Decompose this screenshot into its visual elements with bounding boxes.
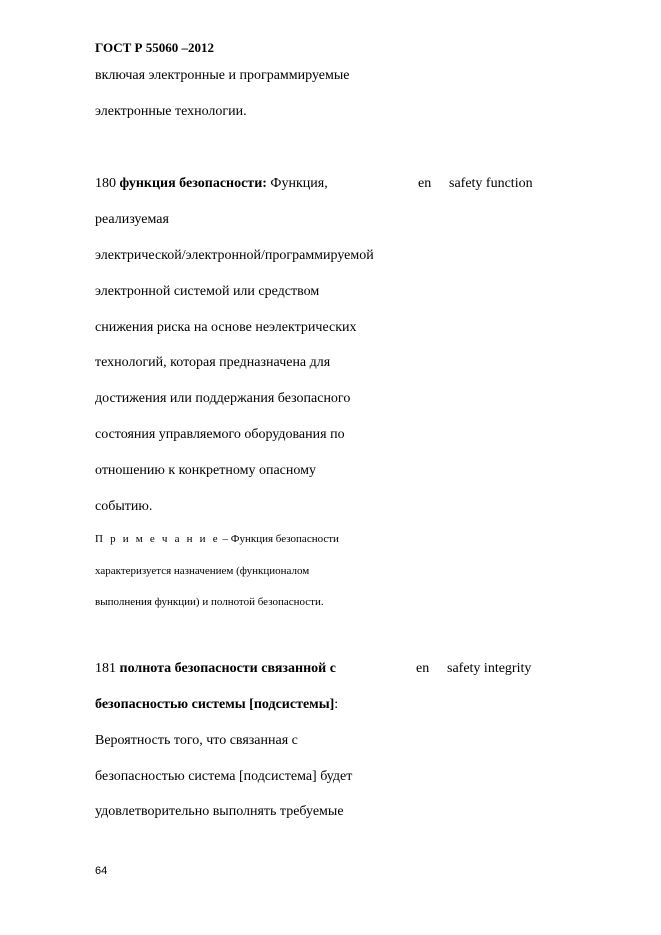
definition-line: событию. [95, 499, 153, 514]
term-title-line2: безопасностью системы [подсистемы] [95, 697, 335, 712]
term-number: 180 [95, 176, 116, 191]
term-definition-start: Функция, [266, 176, 328, 191]
term-181-heading [95, 661, 336, 677]
term-180-heading [95, 176, 328, 192]
note-text: – Функция безопасности [219, 533, 339, 545]
english-equivalent: safety integrity [447, 661, 532, 676]
document-header: ГОСТ Р 55060 –2012 [95, 40, 214, 55]
note-line: выполнения функции) и полнотой безопасности. [95, 596, 324, 608]
definition-line: состояния управляемого оборудования по [95, 427, 345, 442]
term-number: 181 [95, 661, 116, 676]
term-title: функция безопасности: [119, 176, 267, 191]
term-colon: : [334, 697, 339, 712]
definition-line: электрической/электронной/программируемой [95, 248, 374, 263]
definition-line: реализуемая [95, 212, 169, 227]
page-number: 64 [95, 865, 108, 877]
note-line: характеризуется назначением (функционалом [95, 565, 310, 577]
intro-line: включая электронные и программируемые [95, 68, 350, 83]
definition-line: безопасностью система [подсистема] будет [95, 769, 353, 784]
note-first-line [95, 533, 339, 545]
term-title-continued [95, 697, 338, 713]
definition-line: снижения риска на основе неэлектрических [95, 320, 357, 335]
language-code: en [418, 176, 432, 191]
definition-line: отношению к конкретному опасному [95, 463, 316, 478]
note-label: П р и м е ч а н и е [95, 533, 220, 545]
definition-line: Вероятность того, что связанная с [95, 733, 298, 748]
term-title: полнота безопасности связанной с [119, 661, 336, 676]
definition-line: электронной системой или средством [95, 284, 320, 299]
definition-line: достижения или поддержания безопасного [95, 391, 351, 406]
language-code: en [416, 661, 430, 676]
definition-line: технологий, которая предназначена для [95, 355, 331, 370]
english-equivalent: safety function [449, 176, 533, 191]
intro-line: электронные технологии. [95, 104, 247, 119]
definition-line: удовлетворительно выполнять требуемые [95, 804, 344, 819]
